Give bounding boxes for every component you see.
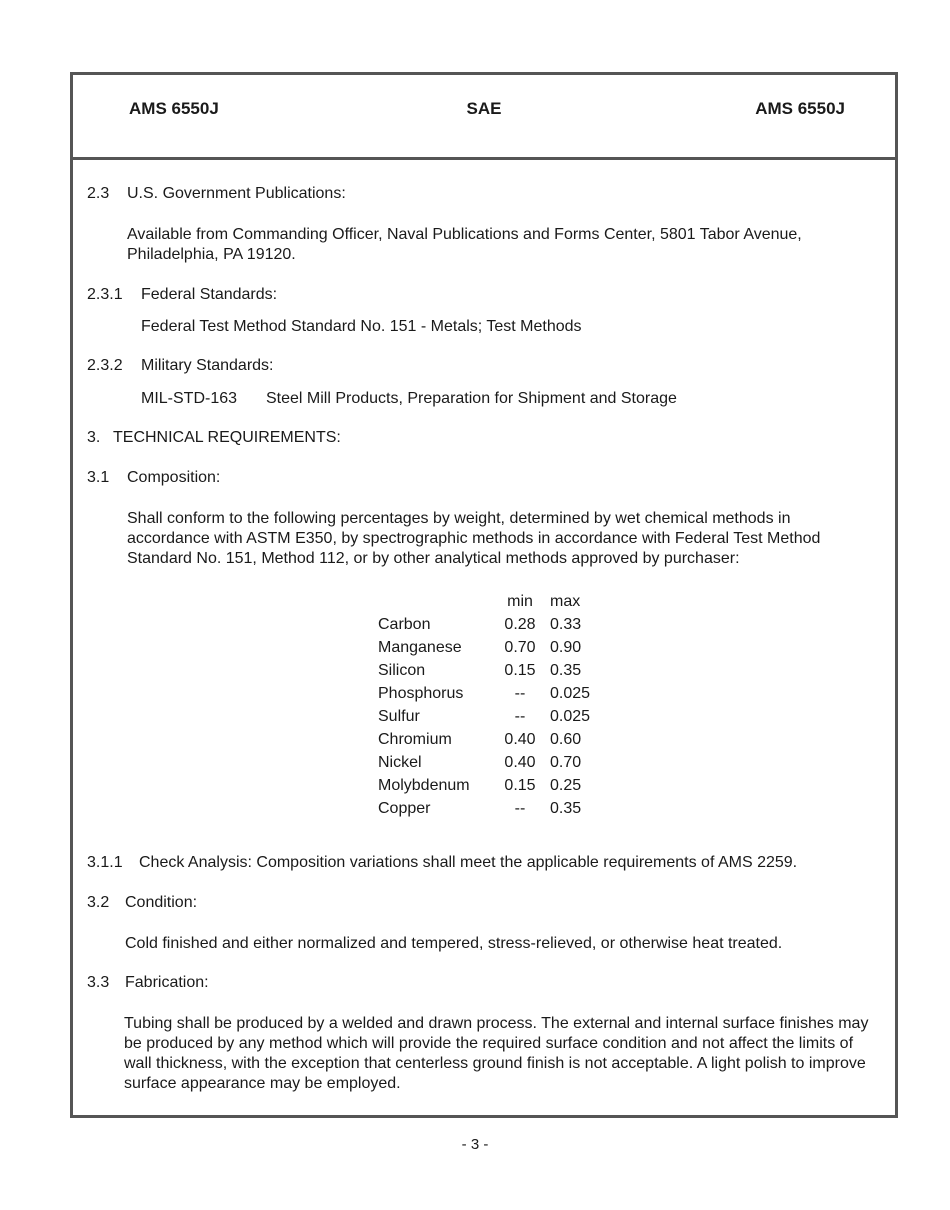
- composition-header-min: min: [507, 593, 533, 610]
- max-value: 0.90: [550, 639, 582, 656]
- table-row: [372, 751, 606, 774]
- table-row: [372, 682, 606, 705]
- element-name: Chromium: [378, 731, 452, 748]
- element-name: Phosphorus: [378, 685, 464, 702]
- section-2-3-number: 2.3: [87, 185, 110, 202]
- section-2-3-1-number: 2.3.1: [87, 286, 123, 303]
- section-3-3-number: 3.3: [87, 974, 110, 991]
- section-3-1-number: 3.1: [87, 469, 110, 486]
- min-value: --: [514, 800, 526, 817]
- element-name: Silicon: [378, 662, 426, 679]
- max-value: 0.35: [550, 800, 582, 817]
- min-value: 0.40: [504, 731, 536, 748]
- max-value: 0.35: [550, 662, 582, 679]
- max-value: 0.70: [550, 754, 582, 771]
- header-org: SAE: [466, 99, 502, 118]
- min-value: 0.40: [504, 754, 536, 771]
- element-name: Carbon: [378, 616, 431, 633]
- table-row: [372, 728, 606, 751]
- header-doc-id-left: AMS 6550J: [129, 99, 219, 118]
- table-row: [372, 774, 606, 797]
- section-2-3-2-title: Military Standards:: [141, 357, 274, 374]
- min-value: --: [514, 685, 526, 702]
- mil-std-code: MIL-STD-163: [141, 390, 238, 407]
- max-value: 0.60: [550, 731, 582, 748]
- table-row: [372, 613, 606, 636]
- max-value: 0.25: [550, 777, 582, 794]
- table-row: [372, 705, 606, 728]
- section-3-1-1-text: Check Analysis: Composition variations shall meet the applicable requirements of AMS 2259.: [139, 854, 798, 871]
- table-row: [372, 659, 606, 682]
- table-row: [372, 797, 606, 820]
- section-2-3-1-body: Federal Test Method Standard No. 151 - Metals; Test Methods: [141, 318, 582, 335]
- table-row: [372, 636, 606, 659]
- min-value: 0.70: [504, 639, 536, 656]
- element-name: Sulfur: [378, 708, 420, 725]
- min-value: 0.28: [504, 616, 536, 633]
- composition-header-max: max: [550, 593, 581, 610]
- section-3-1-1-number: 3.1.1: [87, 854, 123, 871]
- element-name: Molybdenum: [378, 777, 470, 794]
- section-2-3-2-number: 2.3.2: [87, 357, 123, 374]
- section-2-3-1-title: Federal Standards:: [141, 286, 278, 303]
- element-name: Nickel: [378, 754, 422, 771]
- min-value: 0.15: [504, 777, 536, 794]
- document-header: [73, 75, 895, 160]
- section-3-1-body: Shall conform to the following percentages by weight, determined by wet chemical methods in accordance with ASTM E350, by spectrographic methods in accordance with Federal Test Method Standard No. 151, Method 112, or by other analytical methods approved by purchaser:: [127, 510, 821, 567]
- max-value: 0.025: [550, 685, 591, 702]
- section-3-2-title: Condition:: [125, 894, 198, 911]
- page-number: - 3 -: [461, 1136, 489, 1153]
- section-2-3-title: U.S. Government Publications:: [127, 185, 346, 202]
- section-2-3-body: Available from Commanding Officer, Naval Publications and Forms Center, 5801 Tabor Avenue, Philadelphia, PA 19120.: [127, 226, 802, 263]
- element-name: Manganese: [378, 639, 462, 656]
- composition-header-element: [372, 590, 494, 613]
- section-3-1-title: Composition:: [127, 469, 221, 486]
- section-3-title: TECHNICAL REQUIREMENTS:: [113, 429, 341, 446]
- section-3-3-body: Tubing shall be produced by a welded and drawn process. The external and internal surface finishes may be produced by any method which will provide the required surface condition and not affect the limits of wall thickness, with the exception that centerless ground finish is not acceptable. A light polish to improve surface appearance may be employed.: [124, 1015, 869, 1092]
- mil-std-description: Steel Mill Products, Preparation for Shipment and Storage: [266, 390, 677, 407]
- composition-header-row: [372, 590, 606, 613]
- max-value: 0.025: [550, 708, 591, 725]
- section-3-2-body: Cold finished and either normalized and tempered, stress-relieved, or otherwise heat treated.: [125, 935, 783, 952]
- section-3-3-title: Fabrication:: [125, 974, 209, 991]
- min-value: --: [514, 708, 526, 725]
- section-3-number: 3.: [87, 429, 101, 446]
- header-doc-id-right: AMS 6550J: [755, 99, 845, 118]
- composition-table: [372, 590, 606, 820]
- element-name: Copper: [378, 800, 431, 817]
- max-value: 0.33: [550, 616, 582, 633]
- section-3-2-number: 3.2: [87, 894, 110, 911]
- min-value: 0.15: [504, 662, 536, 679]
